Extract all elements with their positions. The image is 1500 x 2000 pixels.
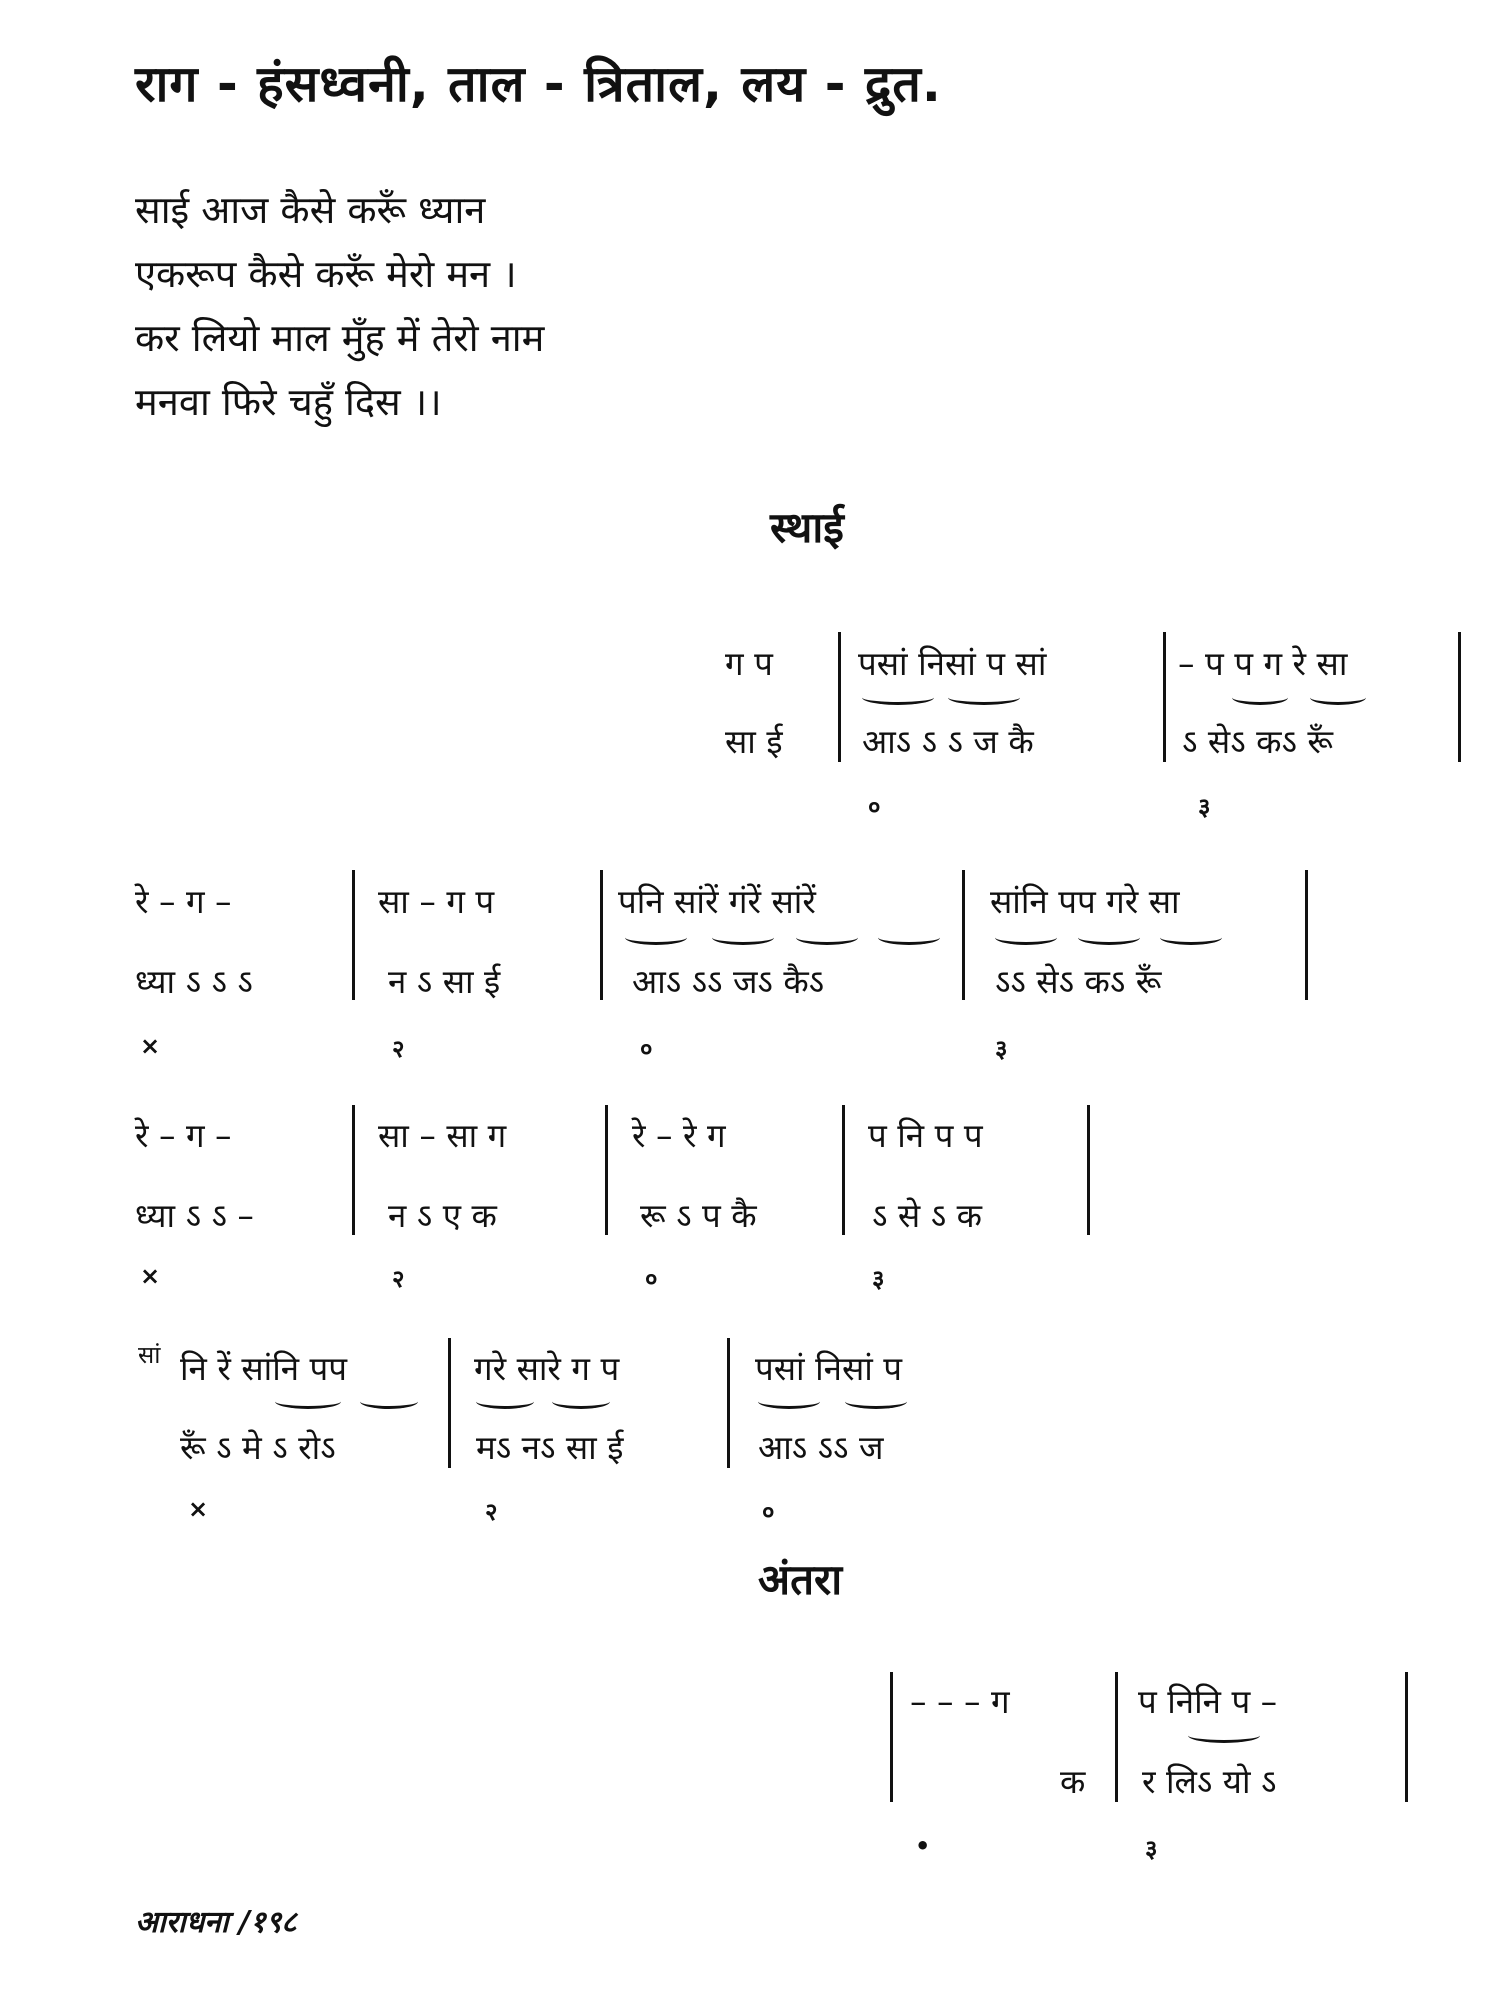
swar-cell: – प प ग रे सा <box>1178 644 1348 683</box>
page-title: राग - हंसध्वनी, ताल - त्रिताल, लय - द्रुत. <box>135 55 942 113</box>
bol-cell: आऽ ऽऽ ज <box>758 1428 884 1467</box>
lyric-line: साई आज कैसे करूँ ध्यान <box>135 188 486 232</box>
swar-cell: पनि सांरें गंरें सांरें <box>618 882 816 921</box>
swar-cell: गरे सारे ग प <box>474 1349 620 1388</box>
bol-cell: रूँ ऽ मे ऽ रोऽ <box>180 1428 336 1467</box>
bol-cell: आऽ ऽ ऽ ज कै <box>862 722 1034 761</box>
slur-mark <box>1232 690 1288 705</box>
bar-line <box>1305 870 1308 1000</box>
taal-marker: × <box>140 1032 161 1060</box>
bar-line <box>1458 632 1461 762</box>
slur-mark <box>1078 930 1140 945</box>
swar-cell: पसां निसां प <box>755 1349 903 1388</box>
slur-mark <box>796 930 858 945</box>
taal-marker: ० <box>645 1265 658 1293</box>
taal-marker: × <box>188 1495 209 1523</box>
lyrics-block <box>135 178 544 434</box>
taal-marker: • <box>915 1832 931 1860</box>
sthai-heading: स्थाई <box>770 503 844 552</box>
bol-cell: ऽऽ सेऽ कऽ रूँ <box>995 962 1162 1001</box>
slur-mark <box>1310 690 1366 705</box>
lyric-line: कर लियो माल मुँह में तेरो नाम <box>135 316 545 360</box>
bar-line <box>352 1105 355 1235</box>
slur-mark <box>878 930 940 945</box>
bol-cell: ऽ सेऽ कऽ रूँ <box>1182 722 1333 761</box>
slur-mark <box>552 1394 610 1409</box>
swar-cell: पसां निसां प सां <box>858 644 1047 683</box>
slur-mark <box>275 1394 341 1409</box>
antara-heading: अंतरा <box>758 1555 843 1604</box>
bol-cell: रू ऽ प कै <box>640 1196 757 1235</box>
swar-cell: रे – ग – <box>135 1116 232 1155</box>
taal-marker: ० <box>762 1498 775 1526</box>
slur-mark <box>845 1394 907 1409</box>
swar-cell: रे – रे ग <box>632 1116 726 1155</box>
taal-marker: २ <box>392 1265 405 1293</box>
swar-cell: सांनि पप गरे सा <box>990 882 1180 921</box>
slur-mark <box>1160 930 1222 945</box>
bar-line <box>1163 632 1166 762</box>
slur-mark <box>625 930 687 945</box>
swar-cell: – – – ग <box>910 1682 1010 1721</box>
taal-marker: २ <box>485 1498 498 1526</box>
swar-cell: सा – ग प <box>378 882 495 921</box>
swar-cell: प निनि प – <box>1138 1682 1278 1721</box>
bol-cell: आऽ ऽऽ जऽ कैऽ <box>632 962 825 1001</box>
bar-line <box>448 1338 451 1468</box>
bar-line <box>1087 1105 1090 1235</box>
bar-line <box>352 870 355 1000</box>
bar-line <box>727 1338 730 1468</box>
bar-line <box>1115 1672 1118 1802</box>
slur-mark <box>712 930 774 945</box>
taal-marker: ३ <box>1145 1835 1158 1863</box>
taal-marker: × <box>140 1262 161 1290</box>
slur-mark <box>476 1394 534 1409</box>
slur-mark <box>948 690 1020 705</box>
bar-line <box>838 632 841 762</box>
taal-marker: ० <box>640 1035 653 1063</box>
bar-line <box>842 1105 845 1235</box>
swar-cell: ग प <box>725 644 773 683</box>
slur-mark <box>758 1394 820 1409</box>
bol-cell: क <box>1060 1762 1086 1801</box>
swar-cell: रे – ग – <box>135 882 232 921</box>
taal-marker: ३ <box>872 1265 885 1293</box>
page-footer: आराधना /१९८ <box>135 1905 297 1940</box>
slur-mark <box>995 930 1057 945</box>
swar-cell: सा – सा ग <box>378 1116 507 1155</box>
bar-line <box>962 870 965 1000</box>
lyric-line: मनवा फिरे चहुँ दिस ।। <box>135 380 442 424</box>
bol-cell: र लिऽ यो ऽ <box>1142 1762 1277 1801</box>
bol-cell: न ऽ ए क <box>388 1196 497 1235</box>
slur-mark <box>1188 1728 1260 1743</box>
taal-marker: २ <box>392 1035 405 1063</box>
lyric-line: एकरूप कैसे करूँ मेरो मन । <box>135 252 517 296</box>
slur-mark <box>862 690 934 705</box>
taal-marker: ० <box>868 793 881 821</box>
taal-marker: ३ <box>1198 793 1211 821</box>
bar-line <box>600 870 603 1000</box>
bol-cell: ऽ से ऽ क <box>872 1196 982 1235</box>
bar-line <box>1405 1672 1408 1802</box>
swar-cell: नि रें सांनि पप <box>180 1349 348 1388</box>
bol-cell: मऽ नऽ सा ई <box>476 1428 624 1467</box>
taal-marker: ३ <box>995 1035 1008 1063</box>
bar-line <box>605 1105 608 1235</box>
bar-line <box>890 1672 893 1802</box>
swar-cell: प नि प प <box>868 1116 983 1155</box>
slur-mark <box>360 1394 418 1409</box>
bol-cell: ध्या ऽ ऽ ऽ <box>135 962 253 1001</box>
bol-cell: सा ई <box>725 722 783 761</box>
lead-note: सां <box>138 1341 161 1369</box>
bol-cell: न ऽ सा ई <box>388 962 501 1001</box>
bol-cell: ध्या ऽ ऽ – <box>135 1196 254 1235</box>
